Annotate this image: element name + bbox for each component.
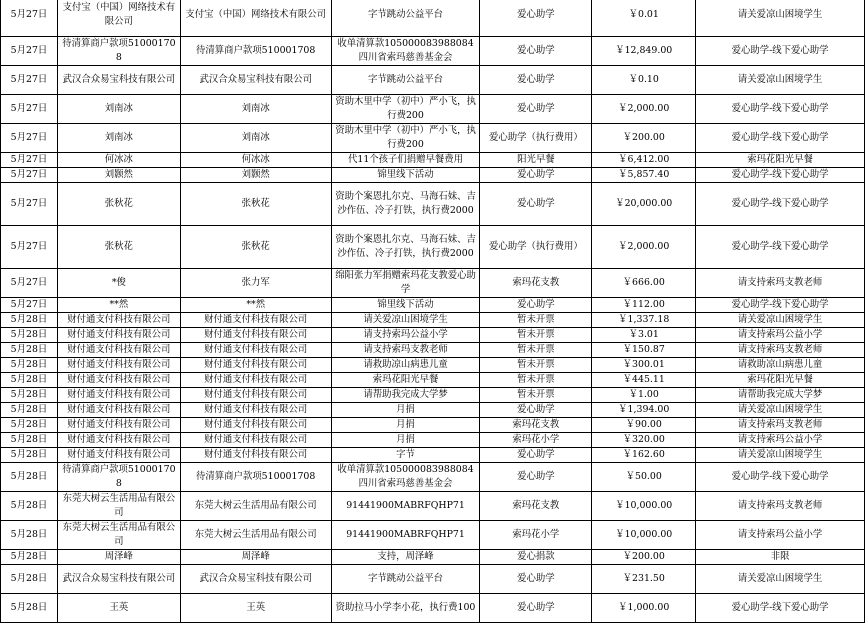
table-row: [1, 521, 865, 550]
table-row: [1, 269, 865, 298]
project-cell: 爱心助学: [480, 66, 592, 95]
table-row: [1, 66, 865, 95]
payer-cell: 东莞大树云生活用品有限公司: [57, 521, 180, 550]
date-cell: 5月28日: [1, 403, 58, 418]
project-cell: 爱心助学: [480, 0, 592, 37]
account-name-cell: 待清算商户款项510001708: [180, 37, 331, 66]
amount-cell: ￥10,000.00: [592, 521, 696, 550]
amount-cell: ￥10,000.00: [592, 492, 696, 521]
payer-cell: 周泽峰: [57, 550, 180, 565]
memo-cell: 字节: [331, 448, 480, 463]
account-name-cell: 周泽峰: [180, 550, 331, 565]
project-cell: 爱心助学: [480, 403, 592, 418]
table-row: [1, 0, 865, 37]
project-cell: 爱心助学: [480, 168, 592, 183]
amount-cell: ￥320.00: [592, 433, 696, 448]
payer-cell: 财付通支付科技有限公司: [57, 433, 180, 448]
account-name-cell: 待清算商户款项510001708: [180, 463, 331, 492]
account-name-cell: 财付通支付科技有限公司: [180, 418, 331, 433]
usage-cell: 爱心助学-线下爱心助学: [696, 168, 865, 183]
usage-cell: 爱心助学-线下爱心助学: [696, 594, 865, 623]
table-row: [1, 388, 865, 403]
project-cell: 爱心助学: [480, 565, 592, 594]
payer-cell: 财付通支付科技有限公司: [57, 388, 180, 403]
payer-cell: 财付通支付科技有限公司: [57, 418, 180, 433]
date-cell: 5月28日: [1, 388, 58, 403]
usage-cell: 请支持索玛支教老师: [696, 492, 865, 521]
usage-cell: 索玛花阳光早餐: [696, 373, 865, 388]
table-row: [1, 183, 865, 226]
date-cell: 5月27日: [1, 269, 58, 298]
project-cell: 索玛花支教: [480, 492, 592, 521]
memo-cell: 月捐: [331, 433, 480, 448]
amount-cell: ￥1,000.00: [592, 594, 696, 623]
project-cell: 爱心助学（执行费用）: [480, 124, 592, 153]
account-name-cell: 刘南冰: [180, 124, 331, 153]
memo-cell: 请关爱凉山困境学生: [331, 313, 480, 328]
account-name-cell: 财付通支付科技有限公司: [180, 343, 331, 358]
payer-cell: 武汉合众易宝科技有限公司: [57, 66, 180, 95]
project-cell: 爱心助学: [480, 298, 592, 313]
project-cell: 暂未开票: [480, 313, 592, 328]
table-row: [1, 594, 865, 623]
memo-cell: 请帮助我完成大学梦: [331, 388, 480, 403]
date-cell: 5月27日: [1, 183, 58, 226]
usage-cell: 爱心助学-线下爱心助学: [696, 226, 865, 269]
memo-cell: 代11个孩子们捐赠早餐费用: [331, 153, 480, 168]
payer-cell: 财付通支付科技有限公司: [57, 373, 180, 388]
project-cell: 爱心助学（执行费用）: [480, 226, 592, 269]
account-name-cell: 财付通支付科技有限公司: [180, 358, 331, 373]
amount-cell: ￥666.00: [592, 269, 696, 298]
table-row: [1, 492, 865, 521]
date-cell: 5月27日: [1, 298, 58, 313]
usage-cell: 爱心助学-线下爱心助学: [696, 183, 865, 226]
account-name-cell: 武汉合众易宝科技有限公司: [180, 66, 331, 95]
memo-cell: 锦里线下活动: [331, 298, 480, 313]
amount-cell: ￥150.87: [592, 343, 696, 358]
payer-cell: 刘南冰: [57, 124, 180, 153]
date-cell: 5月27日: [1, 168, 58, 183]
amount-cell: ￥2,000.00: [592, 226, 696, 269]
project-cell: 暂未开票: [480, 328, 592, 343]
table-row: [1, 550, 865, 565]
usage-cell: 请支持索玛公益小学: [696, 433, 865, 448]
date-cell: 5月27日: [1, 95, 58, 124]
date-cell: 5月28日: [1, 433, 58, 448]
account-name-cell: 刘颢然: [180, 168, 331, 183]
account-name-cell: 支付宝（中国）网络技术有限公司: [180, 0, 331, 37]
date-cell: 5月28日: [1, 594, 58, 623]
table-row: [1, 226, 865, 269]
project-cell: 索玛花小学: [480, 433, 592, 448]
date-cell: 5月28日: [1, 463, 58, 492]
amount-cell: ￥0.10: [592, 66, 696, 95]
date-cell: 5月28日: [1, 418, 58, 433]
project-cell: 暂未开票: [480, 373, 592, 388]
memo-cell: 请支持索玛支教老师: [331, 343, 480, 358]
usage-cell: 请救助凉山病患儿童: [696, 358, 865, 373]
memo-cell: 收单清算款105000083988084四川省索玛慈善基金会: [331, 37, 480, 66]
amount-cell: ￥112.00: [592, 298, 696, 313]
usage-cell: 请帮助我完成大学梦: [696, 388, 865, 403]
project-cell: 暂未开票: [480, 388, 592, 403]
table-row: [1, 168, 865, 183]
payer-cell: 东莞大树云生活用品有限公司: [57, 492, 180, 521]
amount-cell: ￥162.60: [592, 448, 696, 463]
payer-cell: 财付通支付科技有限公司: [57, 343, 180, 358]
table-row: [1, 463, 865, 492]
date-cell: 5月27日: [1, 124, 58, 153]
date-cell: 5月28日: [1, 565, 58, 594]
table-row: [1, 565, 865, 594]
account-name-cell: 财付通支付科技有限公司: [180, 448, 331, 463]
memo-cell: 月捐: [331, 403, 480, 418]
memo-cell: 资助木里中学（初中）严小飞，执行费200: [331, 124, 480, 153]
usage-cell: 请关爱凉山困境学生: [696, 403, 865, 418]
usage-cell: 请支持索玛支教老师: [696, 269, 865, 298]
account-name-cell: 东莞大树云生活用品有限公司: [180, 521, 331, 550]
memo-cell: 锦里线下活动: [331, 168, 480, 183]
payer-cell: **然: [57, 298, 180, 313]
amount-cell: ￥50.00: [592, 463, 696, 492]
memo-cell: 支持，周泽峰: [331, 550, 480, 565]
payer-cell: 财付通支付科技有限公司: [57, 313, 180, 328]
usage-cell: 索玛花阳光早餐: [696, 153, 865, 168]
amount-cell: ￥5,857.40: [592, 168, 696, 183]
date-cell: 5月28日: [1, 521, 58, 550]
project-cell: 爱心捐款: [480, 550, 592, 565]
usage-cell: 爱心助学-线下爱心助学: [696, 463, 865, 492]
usage-cell: 请关爱凉山困境学生: [696, 565, 865, 594]
account-name-cell: 武汉合众易宝科技有限公司: [180, 565, 331, 594]
amount-cell: ￥12,849.00: [592, 37, 696, 66]
project-cell: 爱心助学: [480, 448, 592, 463]
payer-cell: 刘南冰: [57, 95, 180, 124]
payer-cell: *俊: [57, 269, 180, 298]
project-cell: 爱心助学: [480, 463, 592, 492]
memo-cell: 字节跳动公益平台: [331, 0, 480, 37]
memo-cell: 请支持索玛公益小学: [331, 328, 480, 343]
payer-cell: 张秋花: [57, 226, 180, 269]
payer-cell: 张秋花: [57, 183, 180, 226]
table-row: [1, 328, 865, 343]
usage-cell: 请支持索玛支教老师: [696, 343, 865, 358]
memo-cell: 请救助凉山病患儿童: [331, 358, 480, 373]
account-name-cell: 财付通支付科技有限公司: [180, 328, 331, 343]
payer-cell: 财付通支付科技有限公司: [57, 448, 180, 463]
amount-cell: ￥1,337.18: [592, 313, 696, 328]
account-name-cell: 东莞大树云生活用品有限公司: [180, 492, 331, 521]
usage-cell: 请关爱凉山困境学生: [696, 313, 865, 328]
account-name-cell: 财付通支付科技有限公司: [180, 388, 331, 403]
date-cell: 5月28日: [1, 448, 58, 463]
account-name-cell: 张秋花: [180, 226, 331, 269]
table-row: [1, 433, 865, 448]
table-row: [1, 153, 865, 168]
usage-cell: 爱心助学-线下爱心助学: [696, 37, 865, 66]
memo-cell: 月捐: [331, 418, 480, 433]
account-name-cell: 财付通支付科技有限公司: [180, 373, 331, 388]
project-cell: 阳光早餐: [480, 153, 592, 168]
table-row: [1, 313, 865, 328]
payer-cell: 王英: [57, 594, 180, 623]
account-name-cell: 王英: [180, 594, 331, 623]
date-cell: 5月28日: [1, 343, 58, 358]
table-row: [1, 37, 865, 66]
memo-cell: 91441900MABRFQHP71: [331, 521, 480, 550]
project-cell: 索玛花小学: [480, 521, 592, 550]
amount-cell: ￥200.00: [592, 550, 696, 565]
table-row: [1, 358, 865, 373]
date-cell: 5月28日: [1, 313, 58, 328]
table-row: [1, 343, 865, 358]
memo-cell: 索玛花阳光早餐: [331, 373, 480, 388]
payer-cell: 刘颢然: [57, 168, 180, 183]
date-cell: 5月27日: [1, 37, 58, 66]
memo-cell: 字节跳动公益平台: [331, 565, 480, 594]
date-cell: 5月28日: [1, 328, 58, 343]
amount-cell: ￥445.11: [592, 373, 696, 388]
amount-cell: ￥300.01: [592, 358, 696, 373]
table-row: [1, 373, 865, 388]
project-cell: 暂未开票: [480, 358, 592, 373]
amount-cell: ￥200.00: [592, 124, 696, 153]
memo-cell: 绵阳张力军捐赠索玛花支教爱心助学: [331, 269, 480, 298]
project-cell: 索玛花支教: [480, 269, 592, 298]
usage-cell: 爱心助学-线下爱心助学: [696, 95, 865, 124]
project-cell: 爱心助学: [480, 183, 592, 226]
account-name-cell: 财付通支付科技有限公司: [180, 313, 331, 328]
usage-cell: 非限: [696, 550, 865, 565]
account-name-cell: 张力军: [180, 269, 331, 298]
table-row: [1, 418, 865, 433]
account-name-cell: 何冰冰: [180, 153, 331, 168]
date-cell: 5月28日: [1, 492, 58, 521]
usage-cell: 请支持索玛支教老师: [696, 418, 865, 433]
payer-cell: 待清算商户款项510001708: [57, 37, 180, 66]
memo-cell: 资助个案恩扎尔克、马海石妹、吉沙作伍、冷子打铁，执行费2000: [331, 183, 480, 226]
memo-cell: 资助拉马小学李小花，执行费100: [331, 594, 480, 623]
amount-cell: ￥20,000.00: [592, 183, 696, 226]
amount-cell: ￥1.00: [592, 388, 696, 403]
account-name-cell: 刘南冰: [180, 95, 331, 124]
table-row: [1, 298, 865, 313]
payer-cell: 财付通支付科技有限公司: [57, 328, 180, 343]
usage-cell: 爱心助学-线下爱心助学: [696, 298, 865, 313]
amount-cell: ￥231.50: [592, 565, 696, 594]
payer-cell: 武汉合众易宝科技有限公司: [57, 565, 180, 594]
amount-cell: ￥90.00: [592, 418, 696, 433]
account-name-cell: 财付通支付科技有限公司: [180, 433, 331, 448]
memo-cell: 91441900MABRFQHP71: [331, 492, 480, 521]
project-cell: 爱心助学: [480, 594, 592, 623]
usage-cell: 请支持索玛公益小学: [696, 521, 865, 550]
account-name-cell: 张秋花: [180, 183, 331, 226]
table-row: [1, 403, 865, 418]
payer-cell: 财付通支付科技有限公司: [57, 403, 180, 418]
project-cell: 索玛花支教: [480, 418, 592, 433]
usage-cell: 请关爱凉山困境学生: [696, 448, 865, 463]
table-row: [1, 124, 865, 153]
amount-cell: ￥3.01: [592, 328, 696, 343]
amount-cell: ￥1,394.00: [592, 403, 696, 418]
usage-cell: 请关爱凉山困境学生: [696, 66, 865, 95]
project-cell: 爱心助学: [480, 95, 592, 124]
payer-cell: 何冰冰: [57, 153, 180, 168]
date-cell: 5月28日: [1, 373, 58, 388]
date-cell: 5月27日: [1, 226, 58, 269]
project-cell: 爱心助学: [480, 37, 592, 66]
memo-cell: 字节跳动公益平台: [331, 66, 480, 95]
table-row: [1, 95, 865, 124]
date-cell: 5月27日: [1, 66, 58, 95]
memo-cell: 资助个案恩扎尔克、马海石妹、吉沙作伍、冷子打铁，执行费2000: [331, 226, 480, 269]
date-cell: 5月28日: [1, 358, 58, 373]
project-cell: 暂未开票: [480, 343, 592, 358]
date-cell: 5月27日: [1, 0, 58, 37]
table-row: [1, 448, 865, 463]
ledger-body: [1, 0, 865, 623]
account-name-cell: **然: [180, 298, 331, 313]
memo-cell: 资助木里中学（初中）严小飞，执行费200: [331, 95, 480, 124]
account-name-cell: 财付通支付科技有限公司: [180, 403, 331, 418]
amount-cell: ￥2,000.00: [592, 95, 696, 124]
usage-cell: 请支持索玛公益小学: [696, 328, 865, 343]
payer-cell: 待清算商户款项510001708: [57, 463, 180, 492]
date-cell: 5月27日: [1, 153, 58, 168]
amount-cell: ￥6,412.00: [592, 153, 696, 168]
usage-cell: 爱心助学-线下爱心助学: [696, 124, 865, 153]
usage-cell: 请关爱凉山困境学生: [696, 0, 865, 37]
payer-cell: 支付宝（中国）网络技术有限公司: [57, 0, 180, 37]
memo-cell: 收单清算款105000083988084四川省索玛慈善基金会: [331, 463, 480, 492]
date-cell: 5月28日: [1, 550, 58, 565]
amount-cell: ￥0.01: [592, 0, 696, 37]
payer-cell: 财付通支付科技有限公司: [57, 358, 180, 373]
